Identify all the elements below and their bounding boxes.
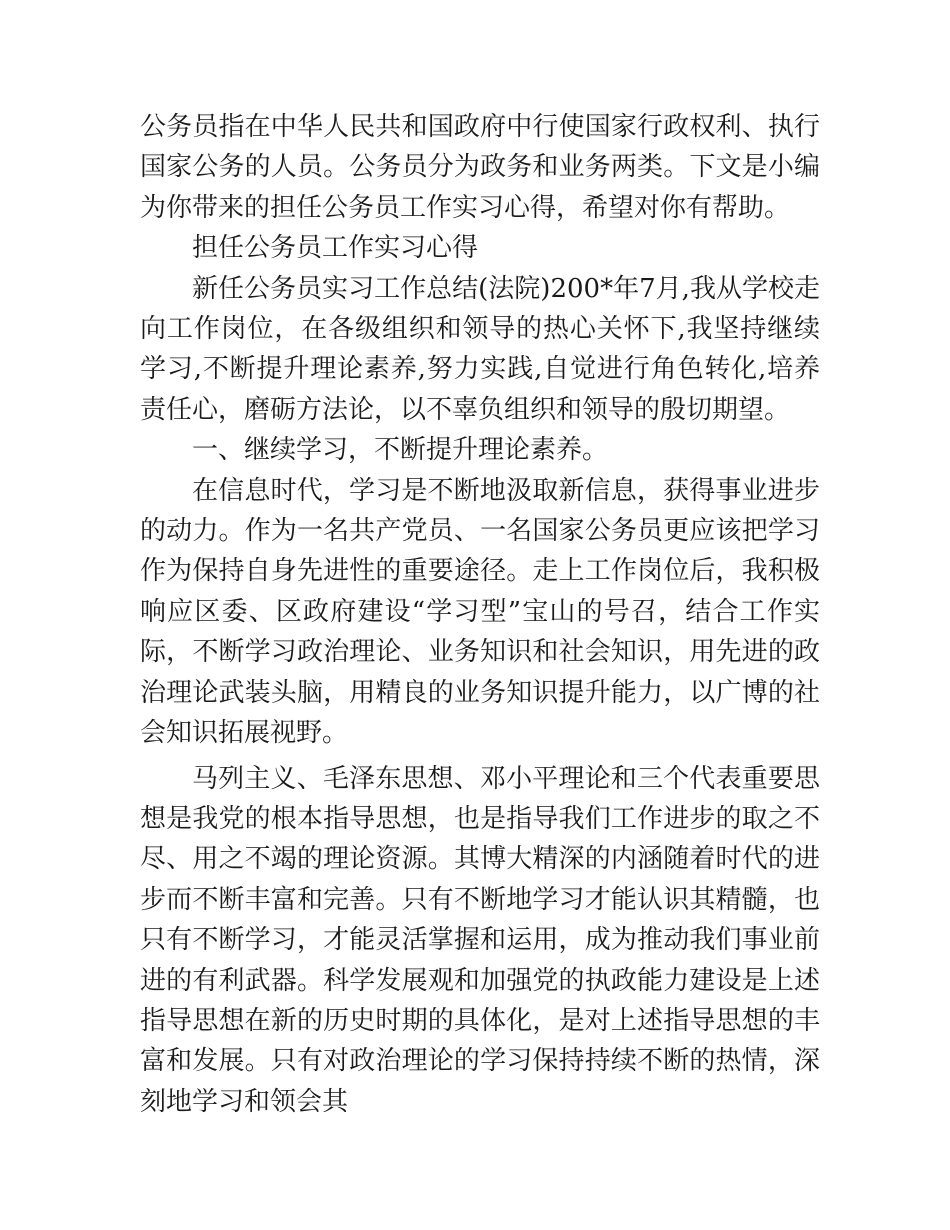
learning-paragraph: 在信息时代，学习是不断地汲取新信息，获得事业进步的动力。作为一名共产党员、一名国家公务员更应该把学习作为保持自身先进性的重要途径。走上工作岗位后，我积极响应区委、区政府建设“学习型”宝山的号召，结合工作实际，不断学习政治理论、业务知识和社会知识，用先进的政治理论武装头脑，用精良的业务知识提升能力，以广博的社会知识拓展视野。 [140,475,820,749]
theory-paragraph: 马列主义、毛泽东思想、邓小平理论和三个代表重要思想是我党的根本指导思想，也是指导我们工作进步的取之不尽、用之不竭的理论资源。其博大精深的内涵随着时代的进步而不断丰富和完善。只有不断地学习才能认识其精髓，也只有不断学习，才能灵活掌握和运用，成为推动我们事业前进的有利武器。科学发展观和加强党的执政能力建设是上述指导思想在新的历史时期的具体化，是对上述指导思想的丰富和发展。只有对政治理论的学习保持持续不断的热情，深刻地学习和领会其 [140,763,820,1117]
summary-paragraph: 新任公务员实习工作总结(法院)200*年7月,我从学校走向工作岗位，在各级组织和领导的热心关怀下,我坚持继续学习,不断提升理论素养,努力实践,自觉进行角色转化,培养责任心，磨砺方法论，以不辜负组织和领导的殷切期望。 [140,273,820,425]
document-body [140,107,820,1122]
intro-paragraph: 公务员指在中华人民共和国政府中行使国家行政权利、执行国家公务的人员。公务员分为政务和业务两类。下文是小编为你带来的担任公务员工作实习心得，希望对你有帮助。 [140,112,820,223]
heading-one: 一、继续学习，不断提升理论素养。 [192,435,609,466]
section-title: 担任公务员工作实习心得 [192,233,479,264]
